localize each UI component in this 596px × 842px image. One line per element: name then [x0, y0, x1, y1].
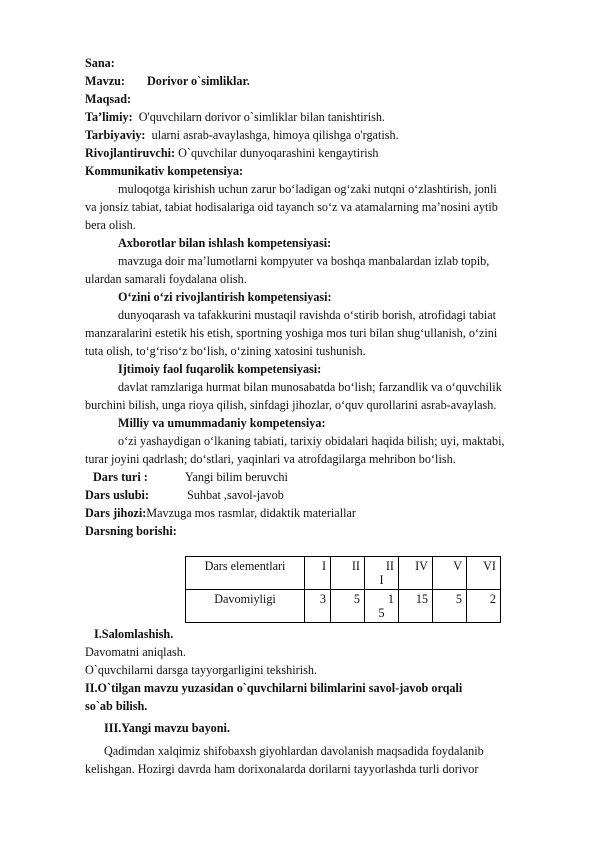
table-cell: Dars elementlari [186, 557, 305, 590]
rivojlantiruvchi-line [85, 145, 513, 162]
stage-title: III.Yangi mavzu bayoni. [104, 721, 230, 735]
dars-turi-value: Yangi bilim beruvchi [184, 470, 288, 484]
table-row [186, 557, 501, 590]
stage-text: Qadimdan xalqimiz shifobaxsh giyohlardan davolanish maqsadida foydalanib [104, 744, 484, 758]
table-cell: Davomiyligi [186, 590, 305, 623]
dars-turi-label: Dars turi : [93, 470, 148, 484]
dars-uslubi-value: Suhbat ,savol-javob [187, 488, 284, 502]
stage-text: kelishgan. Hozirgi davrda ham dorixonalarda dorilarni tayyorlashda turli dorivor [85, 762, 479, 776]
competency-text: muloqotga kirishish uchun zarur bo‘ladigan og‘zaki nutqni o‘zlashtirish, jonli [118, 182, 497, 196]
competency-text: va jonsiz tabiat, tabiat hodisalariga oid tayanch so‘z va atamalarning ma’nosini aytib [85, 200, 498, 214]
table-row [186, 590, 501, 623]
table-cell: II [331, 557, 365, 590]
competency-text: davlat ramzlariga hurmat bilan munosabatda bo‘lish; farzandlik va o‘quvchilik [118, 380, 502, 394]
table-cell-text: 1 [387, 592, 394, 606]
tarbiyaviy-line [85, 127, 513, 144]
table-cell [365, 590, 399, 623]
table-cell-wrap: I [379, 573, 384, 587]
maqsad-label: Maqsad: [85, 92, 132, 106]
table-cell: 5 [433, 590, 467, 623]
tarbiyaviy-label: Tarbiyaviy: [85, 128, 146, 142]
table-cell: 3 [305, 590, 331, 623]
competency-title: Axborotlar bilan ishlash kompetensiyasi: [118, 236, 332, 250]
competency-text: mavzuga doir ma’lumotlarni kompyuter va boshqa manbalardan izlab topib, [118, 254, 490, 268]
competency-title: O‘zini o‘zi rivojlantirish kompetensiyasi: [118, 290, 332, 304]
table-cell: 5 [331, 590, 365, 623]
tarbiyaviy-value: ularni asrab-avaylashga, himoya qilishga o'rgatish. [151, 128, 399, 142]
competency-text: o‘zi yashaydigan o‘lkaning tabiati, tarixiy obidalari haqida bilish; uyi, maktabi, [118, 434, 505, 448]
stage-text: O`quvchilarni darsga tayyorgarligini tekshirish. [85, 663, 317, 677]
sana-label: Sana: [85, 56, 115, 70]
competency-text: ulardan samarali foydalana olish. [85, 272, 247, 286]
competency-text: burchini bilish, unga rioya qilish, sinfdagi jihozlar, o‘quv qurollarini asrab-avaylash. [85, 398, 497, 412]
competency-text: manzaralarini estetik his etish, sportning yoshiga mos turi bilan shug‘ullanish, o‘zini [85, 326, 498, 340]
competency-text: dunyoqarash va tafakkurini mustaqil ravishda o‘stirib borish, atrofidagi tabiat [118, 308, 497, 322]
stage-title: I.Salomlashish. [94, 627, 174, 641]
dars-jihozi-line [85, 505, 513, 522]
table-cell: I [305, 557, 331, 590]
stage-text: Davomatni aniqlash. [85, 645, 186, 659]
dars-jihozi-value: Mavzuga mos rasmlar, didaktik materiallar [146, 506, 356, 520]
table-cell: V [433, 557, 467, 590]
table-cell-text: II [385, 559, 394, 573]
competency-title: Milliy va umummadaniy kompetensiya: [118, 416, 326, 430]
mavzu-value: Dorivor o`simliklar. [146, 74, 250, 88]
talimiy-line [85, 109, 513, 126]
table-cell: 2 [467, 590, 501, 623]
competency-title: Ijtimoiy faol fuqarolik kompetensiyasi: [118, 362, 322, 376]
darsning-borishi-label: Darsning borishi: [85, 524, 177, 538]
talimiy-label: Ta’limiy: [85, 110, 133, 124]
table-cell: IV [399, 557, 433, 590]
competency-text: tuta olish, to‘g‘riso‘z bo‘lish, o‘zining xatosini tushunish. [85, 344, 366, 358]
competency-title: Kommunikativ kompetensiya: [85, 164, 244, 178]
competency-text: bera olish. [85, 218, 136, 232]
dars-uslubi-line [85, 487, 513, 504]
dars-jihozi-label: Dars jihozi: [85, 506, 147, 520]
mavzu-line [85, 73, 513, 90]
talimiy-value: O'quvchilarn dorivor o`simliklar bilan tanishtirish. [138, 110, 385, 124]
mavzu-label: Mavzu: [85, 74, 125, 88]
rivojlantiruvchi-value: O`quvchilar dunyoqarashini kengaytirish [178, 146, 379, 160]
table-cell: 15 [399, 590, 433, 623]
table-cell: VI [467, 557, 501, 590]
rivojlantiruvchi-label: Rivojlantiruvchi: [85, 146, 176, 160]
stage-title: so`ab bilish. [85, 699, 148, 713]
lesson-timing-table [185, 556, 501, 623]
table-cell-wrap: 5 [378, 606, 385, 620]
table-cell [365, 557, 399, 590]
dars-uslubi-label: Dars uslubi: [85, 488, 150, 502]
stage-title: II.O`tilgan mavzu yuzasidan o`quvchilarni bilimlarini savol-javob orqali [85, 681, 463, 695]
competency-text: turar joyini qadrlash; do‘stlari, yaqinlari va atrofdagilarga mehribon bo‘lish. [85, 452, 456, 466]
dars-turi-line [93, 469, 521, 486]
